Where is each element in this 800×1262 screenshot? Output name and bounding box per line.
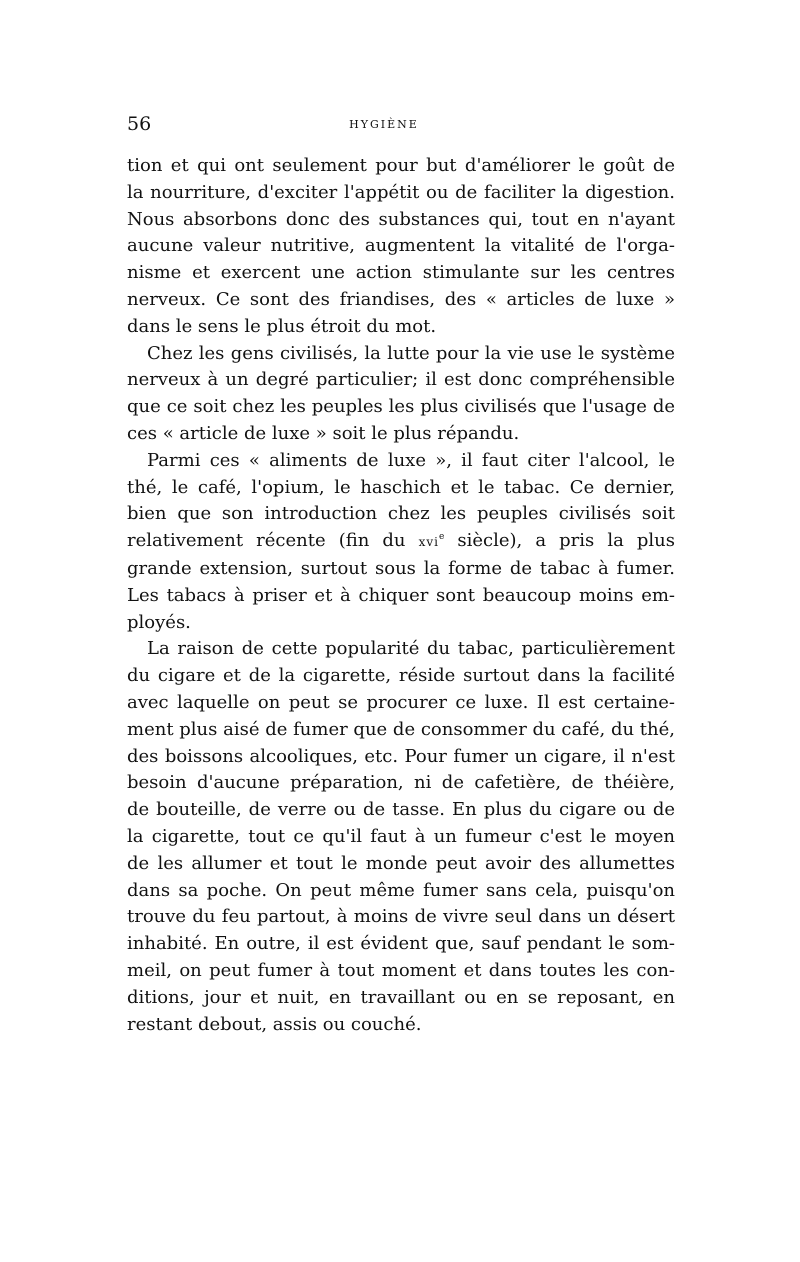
text-line: nerveux à un degré particulier; il est donc compréhensible [127, 369, 675, 391]
text-line: ditions, jour et nuit, en travaillant ou en se reposant, en [127, 986, 675, 1008]
text-line: trouve du feu partout, à moins de vivre seul dans un désert [127, 906, 675, 928]
text-line: grande extension, surtout sous la forme de tabac à fumer. [127, 557, 675, 579]
text-line: thé, le café, l'opium, le haschich et le tabac. Ce dernier, [127, 476, 675, 498]
century-suffix: e [438, 532, 445, 543]
running-title: HYGIÈNE [349, 118, 419, 131]
text-line: Nous absorbons donc des substances qui, tout en n'ayant [127, 208, 675, 230]
text-line: La raison de cette popularité du tabac, particulièrement [147, 638, 675, 660]
text-fragment: relativement récente (fin du [127, 530, 419, 552]
text-line: la nourriture, d'exciter l'appétit ou de faciliter la digestion. [127, 181, 675, 203]
text-line: Parmi ces « aliments de luxe », il faut citer l'alcool, le [147, 449, 675, 471]
text-line: la cigarette, tout ce qu'il faut à un fumeur c'est le moyen [127, 825, 675, 847]
text-line: besoin d'aucune préparation, ni de cafetière, de théière, [127, 772, 675, 794]
text-line: de les allumer et tout le monde peut avoir des allumettes [127, 852, 675, 874]
text-line: nisme et exercent une action stimulante sur les centres [127, 262, 675, 284]
running-head [127, 112, 675, 136]
text-line [127, 528, 675, 556]
text-line: restant debout, assis ou couché. [127, 1013, 422, 1035]
text-line: dans le sens le plus étroit du mot. [127, 315, 437, 337]
text-line: de bouteille, de verre ou de tasse. En plus du cigare ou de [127, 799, 675, 821]
century-numeral: xvi [418, 535, 439, 550]
text-line: inhabité. En outre, il est évident que, sauf pendant le som- [127, 933, 675, 955]
text-line: meil, on peut fumer à tout moment et dans toutes les con- [127, 959, 675, 981]
text-line: Les tabacs à priser et à chiquer sont beaucoup moins em- [127, 584, 675, 606]
text-line: du cigare et de la cigarette, réside surtout dans la facilité [127, 665, 675, 687]
text-line: ces « article de luxe » soit le plus répandu. [127, 422, 520, 444]
text-line: nerveux. Ce sont des friandises, des « articles de luxe » [127, 288, 675, 310]
text-line: des boissons alcooliques, etc. Pour fumer un cigare, il n'est [127, 745, 675, 767]
text-line: dans sa poche. On peut même fumer sans cela, puisqu'on [127, 879, 675, 901]
text-fragment: siècle), a pris la plus [444, 530, 675, 552]
text-line: ployés. [127, 611, 191, 633]
page-number: 56 [127, 113, 152, 135]
text-line: tion et qui ont seulement pour but d'améliorer le goût de [127, 155, 675, 176]
text-line: ment plus aisé de fumer que de consommer du café, du thé, [127, 718, 675, 740]
text-line: que ce soit chez les peuples les plus civilisés que l'usage de [127, 396, 675, 418]
text-line: avec laquelle on peut se procurer ce luxe. Il est certaine- [127, 691, 675, 713]
text-line: aucune valeur nutritive, augmentent la vitalité de l'orga- [127, 235, 675, 257]
text-line: bien que son introduction chez les peuples civilisés soit [127, 503, 675, 525]
text-line: Chez les gens civilisés, la lutte pour la vie use le système [147, 342, 675, 364]
body-text [127, 153, 675, 1038]
